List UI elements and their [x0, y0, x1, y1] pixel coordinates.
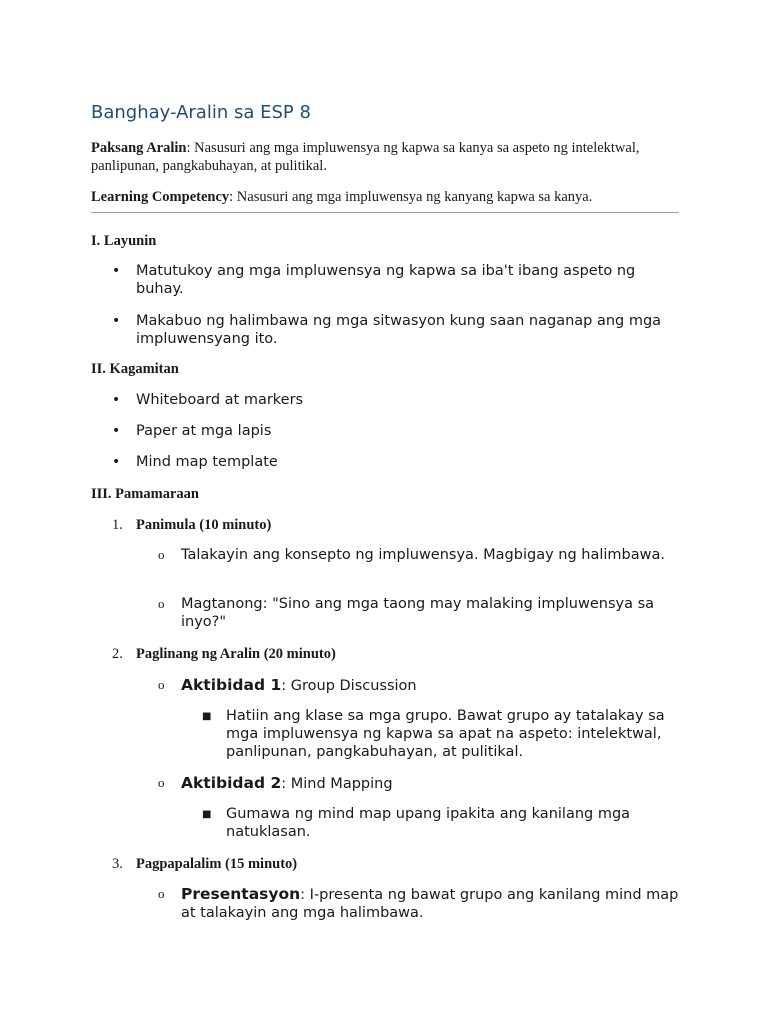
activity-item	[158, 676, 679, 695]
section-heading-pamamaraan: III. Pamamaraan	[91, 486, 199, 502]
list-item-text: Gumawa ng mind map upang ipakita ang kanilang mga natuklasan.	[226, 806, 631, 840]
paksang-aralin-text: : Nasusuri ang mga impluwensya ng kapwa sa kanya sa aspeto ng intelektwal, panlipunan, pangkabuhayan, at pulitikal.	[91, 140, 640, 174]
list-item-text: Makabuo ng halimbawa ng mga sitwasyon kung saan naganap ang mga impluwensyang ito.	[136, 313, 662, 347]
circle-bullet-icon: o	[158, 677, 165, 692]
numbered-step	[112, 855, 676, 873]
list-item	[112, 391, 676, 409]
paksang-aralin-paragraph	[91, 139, 679, 175]
step-heading: Paglinang ng Aralin (20 minuto)	[136, 646, 336, 662]
list-item-text: Hatiin ang klase sa mga grupo. Bawat grupo ay tatalakay sa mga impluwensya ng kapwa sa apat na aspeto: intelektwal, panlipunan, pangkabuhayan, at pulitikal.	[226, 708, 665, 760]
list-item	[158, 546, 679, 564]
bullet-icon: •	[112, 392, 121, 408]
step-number: 1.	[112, 517, 123, 533]
learning-competency-paragraph	[91, 188, 679, 206]
learning-competency-text: : Nasusuri ang mga impluwensya ng kanyang kapwa sa kanya.	[229, 189, 593, 205]
square-bullet-icon: ■	[202, 809, 212, 820]
bullet-icon: •	[112, 423, 121, 439]
activity-text: : Group Discussion	[281, 678, 417, 694]
step-number: 2.	[112, 646, 123, 662]
list-item	[202, 707, 679, 761]
activity-label: Aktibidad 1	[181, 676, 282, 694]
list-item-text: Whiteboard at markers	[136, 392, 304, 408]
list-item	[112, 312, 676, 348]
list-item	[202, 805, 679, 841]
list-item	[112, 453, 676, 471]
bullet-icon: •	[112, 263, 121, 279]
list-item-text: Mind map template	[136, 454, 278, 470]
numbered-step	[112, 645, 676, 663]
circle-bullet-icon: o	[158, 596, 165, 611]
list-item	[112, 422, 676, 440]
bullet-icon: •	[112, 313, 121, 329]
step-heading: Panimula (10 minuto)	[136, 517, 272, 533]
activity-text: : I-presenta ng bawat grupo ang kanilang mind map at talakayin ang mga halimbawa.	[181, 887, 679, 921]
list-item	[112, 262, 676, 298]
learning-competency-label: Learning Competency	[91, 189, 230, 205]
bullet-icon: •	[112, 454, 121, 470]
list-item-text: Paper at mga lapis	[136, 423, 272, 439]
list-item-text: Matutukoy ang mga impluwensya ng kapwa sa iba't ibang aspeto ng buhay.	[136, 263, 636, 297]
activity-item	[158, 885, 679, 922]
circle-bullet-icon: o	[158, 886, 165, 901]
square-bullet-icon: ■	[202, 711, 212, 722]
document-title: Banghay-Aralin sa ESP 8	[91, 102, 311, 123]
activity-label: Aktibidad 2	[181, 774, 282, 792]
circle-bullet-icon: o	[158, 775, 165, 790]
activity-label: Presentasyon	[181, 885, 301, 903]
list-item	[158, 595, 679, 631]
paksang-aralin-label: Paksang Aralin	[91, 140, 187, 156]
step-number: 3.	[112, 856, 123, 872]
horizontal-divider	[91, 212, 679, 213]
list-item-text: Talakayin ang konsepto ng impluwensya. Magbigay ng halimbawa.	[181, 547, 665, 563]
activity-item	[158, 774, 679, 793]
section-heading-layunin: I. Layunin	[91, 233, 157, 249]
activity-text: : Mind Mapping	[281, 776, 393, 792]
section-heading-kagamitan: II. Kagamitan	[91, 361, 179, 377]
circle-bullet-icon: o	[158, 547, 165, 562]
step-heading: Pagpapalalim (15 minuto)	[136, 856, 298, 872]
numbered-step	[112, 516, 676, 534]
list-item-text: Magtanong: "Sino ang mga taong may malaking impluwensya sa inyo?"	[181, 596, 655, 630]
